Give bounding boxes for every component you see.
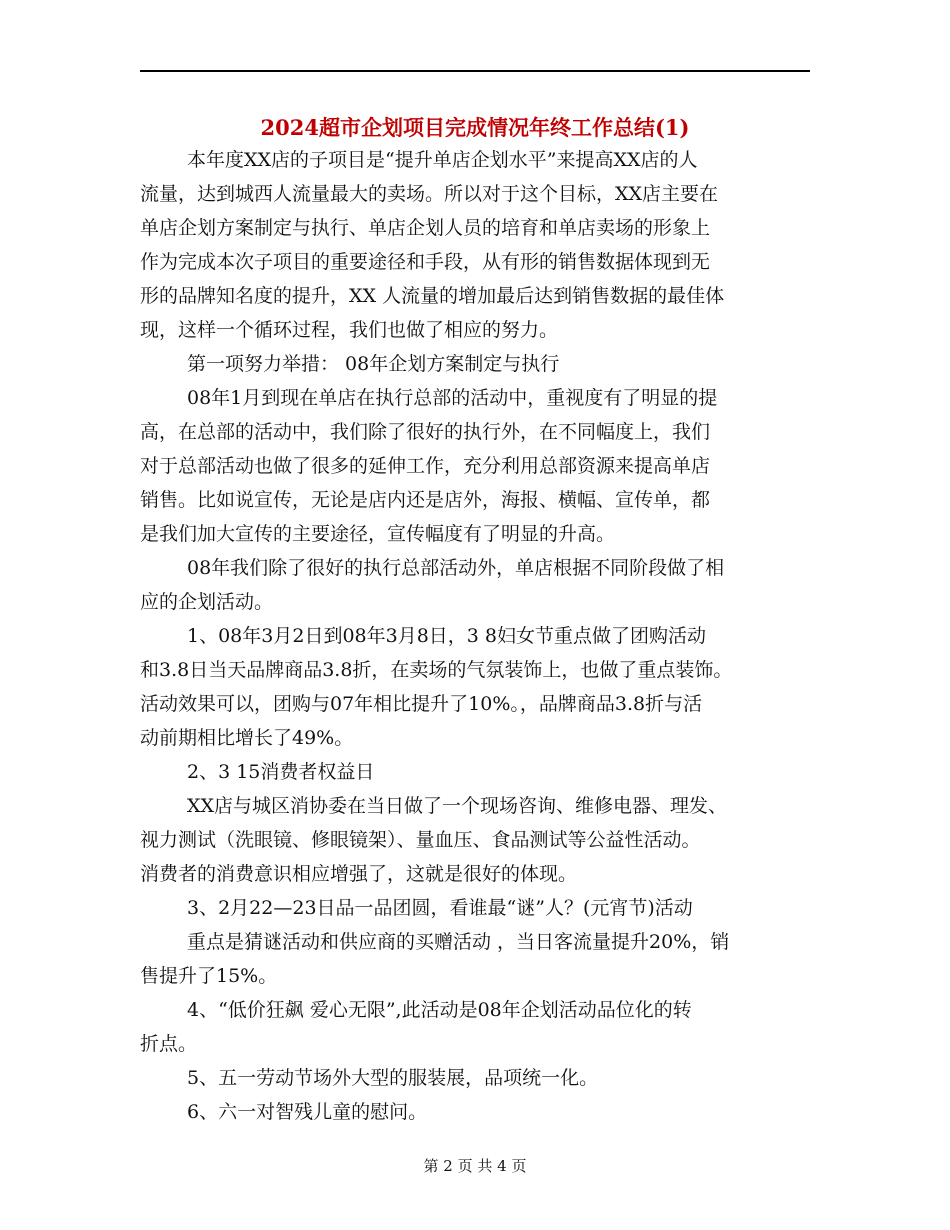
body-line: 折点。	[140, 1033, 198, 1055]
body-line: 现，这样一个循环过程，我们也做了相应的努力。	[140, 319, 559, 341]
body-line: 本年度XX店的子项目是“提升单店企划水平”来提高XX店的人	[187, 149, 698, 171]
body-line: 动前期相比增长了49%。	[140, 727, 354, 749]
body-line: 是我们加大宣传的主要途径，宣传幅度有了明显的升高。	[140, 523, 616, 545]
list-item: 5、五一劳动节场外大型的服装展，品项统一化。	[187, 1067, 599, 1089]
body-line: 高，在总部的活动中，我们除了很好的执行外，在不同幅度上，我们	[140, 421, 711, 443]
body-line: 重点是猜谜活动和供应商的买赠活动 ，当日客流量提升20%，销	[187, 931, 730, 953]
body-line: 08年我们除了很好的执行总部活动外，单店根据不同阶段做了相	[187, 557, 725, 579]
body-line: 对于总部活动也做了很多的延伸工作，充分利用总部资源来提高单店	[140, 455, 711, 477]
body-line: 和3.8日当天品牌商品3.8折，在卖场的气氛装饰上，也做了重点装饰。	[140, 659, 733, 681]
body-line: 单店企划方案制定与执行、单店企划人员的培育和单店卖场的形象上	[140, 217, 711, 239]
body-line: 活动效果可以，团购与07年相比提升了10%。，品牌商品3.8折与活	[140, 693, 703, 715]
body-line: 消费者的消费意识相应增强了，这就是很好的体现。	[140, 863, 578, 885]
body-line: XX店与城区消协委在当日做了一个现场咨询、维修电器、理发、	[187, 795, 728, 817]
document-title: 2024超市企划项目完成情况年终工作总结(1)	[260, 115, 690, 140]
body-line: 销售。比如说宣传，无论是店内还是店外，海报、横幅、宣传单，都	[140, 489, 711, 511]
body-line: 作为完成本次子项目的重要途径和手段，从有形的销售数据体现到无	[140, 251, 711, 273]
body-line: 08年1月到现在单店在执行总部的活动中，重视度有了明显的提	[187, 387, 718, 409]
list-item: 3、2月22—23日品一品团圆，看谁最“谜”人？(元宵节)活动	[187, 897, 693, 919]
section-heading: 第一项努力举措： 08年企划方案制定与执行	[187, 353, 560, 375]
list-item: 2、3 15消费者权益日	[187, 761, 375, 783]
body-line: 形的品牌知名度的提升，XX 人流量的增加最后达到销售数据的最佳体	[140, 285, 725, 307]
page-number: 第 2 页 共 4 页	[423, 1157, 527, 1175]
list-item: 4、“低价狂飙 爱心无限”,此活动是08年企划活动品位化的转	[187, 999, 692, 1021]
list-item: 1、08年3月2日到08年3月8日，3 8妇女节重点做了团购活动	[187, 625, 707, 647]
body-line: 流量，达到城西人流量最大的卖场。所以对于这个目标，XX店主要在	[140, 183, 719, 205]
header-rule	[140, 70, 810, 72]
body-line: 售提升了15%。	[140, 965, 278, 987]
body-line: 应的企划活动。	[140, 591, 274, 613]
list-item: 6、六一对智残儿童的慰问。	[187, 1101, 428, 1123]
body-line: 视力测试（洗眼镜、修眼镜架）、量血压、食品测试等公益性活动。	[140, 829, 701, 851]
